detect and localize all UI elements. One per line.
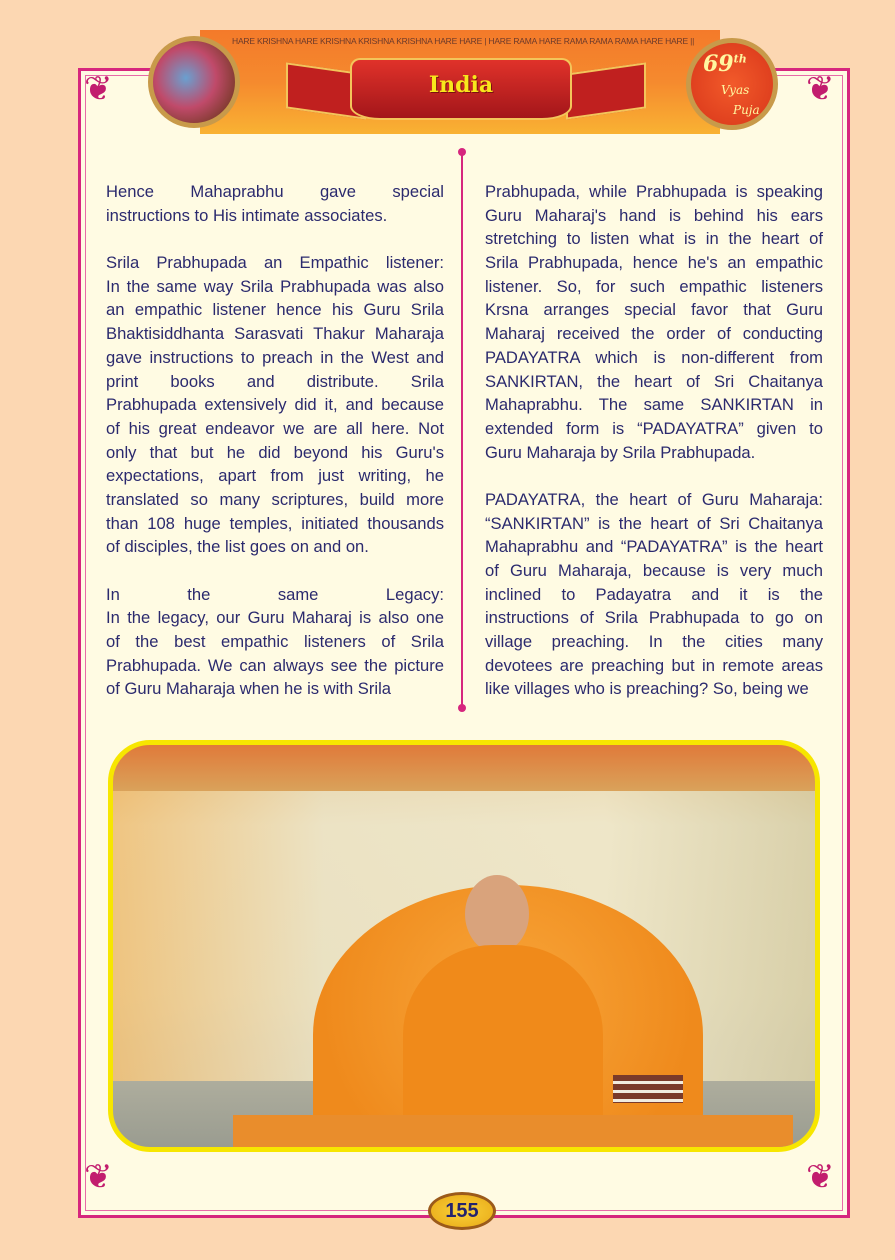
badge-number: 69 (703, 51, 734, 77)
badge-line1: Vyas (721, 83, 750, 97)
guru-maharaj-photo (108, 740, 820, 1152)
text-line: stretching to listen what is in the heart of (485, 229, 823, 249)
text-line: SANKIRTAN, the heart of Sri Chaitanya (485, 371, 823, 391)
column-divider (461, 152, 463, 708)
badge-suffix: th (733, 52, 747, 66)
photo-books (613, 1075, 683, 1103)
corner-ornament-icon: ❦ (84, 1158, 113, 1196)
text-line: Prabhupada extensively did it, and because (106, 395, 444, 415)
text-line: devotees are preaching but in remote areas (485, 655, 823, 675)
text-line: of Guru Maharaja when he is with Srila (106, 679, 391, 699)
paragraph (106, 251, 444, 559)
text-line: “SANKIRTAN” is the heart of Sri Chaitanya (485, 513, 823, 533)
text-line: instructions of Srila Prabhupada to go on (485, 608, 823, 628)
paragraph (485, 180, 823, 464)
photo-dais (233, 1115, 793, 1152)
paragraph (106, 180, 444, 227)
text-line: of disciples, the list goes on and on. (106, 537, 369, 557)
text-line: In the legacy, our Guru Maharaj is also one (106, 608, 444, 628)
text-line: than 108 huge temples, initiated thousands (106, 513, 444, 533)
mantra-text: HARE KRISHNA HARE KRISHNA KRISHNA KRISHNA HARE HARE | HARE RAMA HARE RAMA RAMA RAMA HARE HARE || (232, 36, 695, 46)
text-line: of his great endeavor we are all here. Not (106, 418, 444, 438)
text-line: of the best empathic listeners of Srila (106, 632, 444, 652)
corner-ornament-icon: ❦ (84, 70, 113, 108)
right-text-column (485, 180, 823, 725)
text-line: inclined to Padayatra and it is the (485, 584, 823, 604)
text-line: like villages who is preaching? So, being we (485, 679, 809, 699)
text-line: Prabhupada, while Prabhupada is speaking (485, 182, 823, 201)
left-text-column (106, 180, 444, 725)
text-line: only that but he did beyond his Guru's (106, 442, 444, 462)
section-title: India (428, 72, 494, 98)
text-line: village preaching. In the cities many (485, 632, 823, 652)
text-line: expectations, apart from just writing, he (106, 466, 444, 486)
page-number: 155 (428, 1192, 496, 1230)
text-line: Krsna arranges special favor that Guru (485, 300, 823, 320)
text-line: Bhaktisiddhanta Sarasvati Thakur Maharaja (106, 324, 444, 344)
text-line: PADAYATRA, the heart of Guru Maharaja: (485, 489, 823, 509)
text-line: Mahaprabhu. The same SANKIRTAN in (485, 395, 823, 415)
text-line: PADAYATRA which is non-different from (485, 347, 823, 367)
text-line: In the same Legacy: (106, 584, 444, 604)
text-line: Srila Prabhupada an Empathic listener: (106, 253, 444, 273)
vyas-puja-badge (686, 38, 778, 130)
text-line: Srila Prabhupada, hence he's an empathic (485, 253, 823, 273)
text-line: of Guru Maharaja, because is very much (485, 561, 823, 580)
text-line: In the same way Srila Prabhupada was also (106, 276, 444, 296)
corner-ornament-icon: ❦ (806, 1158, 835, 1196)
text-line: an empathic listener hence his Guru Srila (106, 300, 444, 320)
text-line: Mahaprabhu and “PADAYATRA” is the heart (485, 537, 823, 557)
deity-medallion-image (148, 36, 240, 128)
text-line: Guru Maharaja by Srila Prabhupada. (485, 442, 756, 462)
text-line: Hence Mahaprabhu gave special (106, 182, 444, 201)
photo-person (403, 875, 603, 1152)
badge-line2: Puja (733, 103, 760, 117)
paragraph (106, 583, 444, 701)
text-line: Guru Maharaj's hand is behind his ears (485, 205, 823, 225)
text-line: extended form is “PADAYATRA” given to (485, 418, 823, 438)
text-line: translated so many scriptures, build more (106, 489, 444, 509)
text-line: Prabhupada. We can always see the picture (106, 655, 444, 675)
text-line: Maharaj received the order of conducting (485, 324, 823, 344)
text-line: print books and distribute. Srila (106, 371, 444, 391)
text-line: gave instructions to preach in the West and (106, 347, 444, 367)
text-line: listener. So, for such empathic listeners (485, 276, 823, 296)
paragraph (485, 488, 823, 701)
corner-ornament-icon: ❦ (806, 70, 835, 108)
text-line: instructions to His intimate associates. (106, 205, 388, 225)
